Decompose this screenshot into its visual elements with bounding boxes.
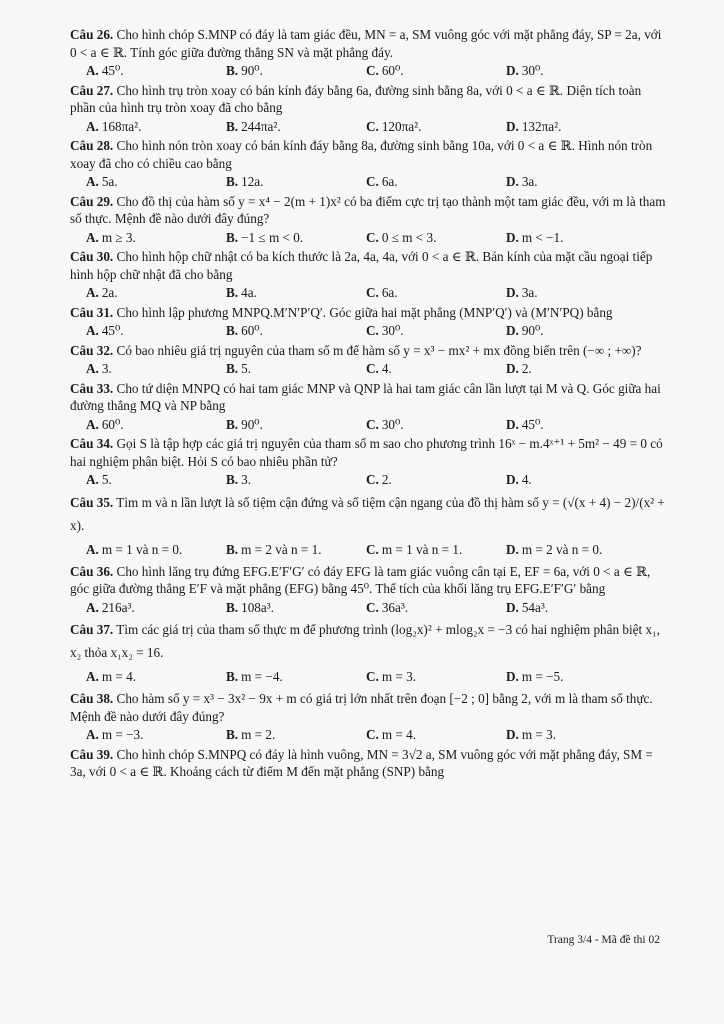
answer-option [226, 599, 366, 617]
option-value: 54a³. [521, 599, 549, 615]
question-item [70, 380, 666, 434]
question-text: Cho hình trụ tròn xoay có bán kính đáy bằng 6a, đường sinh bằng 8a, với 0 < a ∈ ℝ. Diện tích toàn phần của hình trụ tròn xoay đã cho bằng [70, 82, 642, 115]
option-value: m = 2 và n = 1. [241, 541, 322, 557]
option-value: 12a. [241, 174, 264, 189]
answer-option [226, 416, 366, 434]
option-label: C. [366, 285, 379, 300]
question-text: Tìm m và n lần lượt là số tiệm cận đứng và số tiệm cận ngang của đồ thị hàm số y = (√(x + 4) − 2)/(x² + x). [70, 494, 665, 533]
option-value: 108a³. [241, 599, 274, 615]
option-label: D. [506, 174, 519, 189]
answer-options [70, 726, 666, 744]
question-stem [70, 746, 666, 781]
question-number: Câu 38. [70, 691, 114, 706]
question-stem [70, 380, 666, 415]
question-text: Cho hình lăng trụ đứng EFG.E′F′G′ có đáy EFG là tam giác vuông cân tại E, EF = 6a, với 0 < a ∈ ℝ, góc giữa đường thẳng E′F và mặt phẳng (EFG) bằng 45⁰. Thể tích của khối lăng trụ EFG.E′F′G′ bằng [70, 563, 651, 596]
option-label: B. [226, 174, 239, 189]
option-value: 132πa². [521, 118, 562, 134]
option-label: B. [226, 323, 239, 338]
answer-options [70, 599, 666, 617]
answer-options [70, 360, 666, 378]
option-label: D. [506, 118, 519, 134]
option-label: B. [226, 416, 239, 432]
question-text: Cho hình lập phương MNPQ.M′N′P′Q′. Góc giữa hai mặt phẳng (MNP′Q′) và (M′N′PQ) bằng [116, 304, 613, 320]
question-text: Cho hàm số y = x³ − 3x² − 9x + m có giá trị lớn nhất trên đoạn [−2 ; 0] bằng 2, với m là tham số thực. Mệnh đề nào dưới đây đúng? [70, 691, 653, 724]
question-item [70, 435, 666, 489]
answer-option [506, 229, 563, 247]
answer-option [506, 538, 602, 561]
option-value: 6a. [381, 174, 398, 189]
question-stem [70, 26, 666, 61]
option-label: A. [86, 416, 99, 432]
answer-option [366, 665, 506, 688]
option-label: A. [86, 174, 99, 189]
question-text: Cho hình chóp S.MNPQ có đáy là hình vuông, MN = 3√2 a, SM vuông góc với mặt phẳng đáy, SM = 3a, với 0 < a ∈ ℝ. Khoảng cách từ điểm M đến mặt phẳng (SNP) bằng [70, 746, 653, 779]
option-label: B. [226, 599, 239, 615]
answer-option [366, 599, 506, 617]
question-item [70, 618, 666, 688]
answer-options [70, 471, 666, 489]
option-label: A. [86, 229, 99, 245]
answer-option [366, 416, 506, 434]
option-label: A. [86, 541, 99, 557]
question-stem [70, 342, 666, 360]
question-item [70, 193, 666, 247]
option-value: m = 3. [521, 727, 557, 742]
option-label: D. [506, 323, 519, 338]
option-label: D. [506, 361, 519, 376]
option-value: 45⁰. [101, 63, 124, 78]
option-value: 3a. [521, 174, 538, 189]
option-label: C. [366, 669, 379, 684]
answer-option [226, 62, 366, 80]
option-label: B. [226, 118, 239, 134]
option-label: C. [366, 323, 379, 338]
answer-option [86, 665, 226, 688]
answer-option [506, 360, 532, 378]
answer-option [506, 665, 563, 688]
question-text: Cho hình nón tròn xoay có bán kính đáy bằng 8a, đường sinh bằng 10a, với 0 < a ∈ ℝ. Hình nón tròn xoay đã cho có chiều cao bằng [70, 138, 653, 171]
answer-option [366, 173, 506, 191]
answer-option [506, 416, 544, 434]
option-value: m < −1. [521, 229, 564, 245]
option-label: D. [506, 669, 519, 684]
answer-option [366, 322, 506, 340]
question-item [70, 82, 666, 136]
question-number: Câu 33. [70, 380, 114, 396]
option-value: 2. [381, 472, 392, 487]
option-value: 6a. [381, 285, 398, 300]
option-value: m = 2. [241, 727, 276, 742]
option-value: 60⁰. [241, 323, 263, 338]
answer-option [366, 360, 506, 378]
option-label: C. [366, 229, 379, 245]
option-label: D. [506, 63, 519, 78]
option-value: 3. [241, 472, 251, 487]
option-value: m = −4. [241, 669, 283, 684]
question-item [70, 690, 666, 744]
option-value: m = −3. [101, 727, 144, 742]
option-label: C. [366, 63, 379, 78]
question-number: Câu 27. [70, 82, 114, 98]
option-value: 3a. [521, 285, 538, 300]
option-value: m = −5. [521, 669, 564, 684]
option-value: 90⁰. [241, 63, 263, 78]
answer-option [226, 284, 366, 302]
option-label: C. [366, 361, 379, 376]
option-label: D. [506, 727, 519, 742]
answer-option [86, 62, 226, 80]
answer-options [70, 62, 666, 80]
question-number: Câu 35. [70, 494, 114, 510]
question-text: Có bao nhiêu giá trị nguyên của tham số m để hàm số y = x³ − mx² + mx đồng biến trên (−∞ ; +∞)? [116, 342, 642, 358]
question-number: Câu 32. [70, 342, 114, 358]
answer-option [86, 726, 226, 744]
answer-option [86, 118, 226, 136]
answer-option [366, 284, 506, 302]
question-item [70, 248, 666, 302]
answer-option [86, 284, 226, 302]
option-value: 4a. [241, 285, 257, 300]
option-value: 60⁰. [101, 416, 124, 432]
answer-options [70, 416, 666, 434]
answer-options [70, 322, 666, 340]
option-value: 4. [381, 361, 392, 376]
answer-options [70, 665, 666, 688]
option-label: B. [226, 541, 239, 557]
answer-option [226, 726, 366, 744]
option-label: D. [506, 229, 519, 245]
answer-options [70, 118, 666, 136]
question-number: Câu 36. [70, 563, 114, 579]
answer-option [506, 599, 548, 617]
answer-options [70, 229, 666, 247]
option-value: m = 1 và n = 0. [101, 541, 183, 557]
question-item [70, 746, 666, 781]
answer-option [366, 538, 506, 561]
option-label: D. [506, 599, 519, 615]
option-value: 90⁰. [521, 323, 544, 338]
question-stem [70, 618, 666, 664]
option-value: 5a. [101, 174, 118, 189]
question-stem [70, 137, 666, 172]
option-value: m = 3. [381, 669, 417, 684]
question-stem [70, 690, 666, 725]
answer-options [70, 284, 666, 302]
option-label: B. [226, 472, 239, 487]
answer-option [506, 726, 556, 744]
option-value: 4. [521, 472, 532, 487]
question-text: Cho đồ thị của hàm số y = x⁴ − 2(m + 1)x² có ba điểm cực trị tạo thành một tam giác đều, với m là tham số thực. Mệnh đề nào dưới đây đúng? [70, 193, 666, 226]
option-label: C. [366, 727, 379, 742]
option-value: 3. [101, 361, 112, 376]
question-stem [70, 563, 666, 598]
answer-option [506, 118, 561, 136]
answer-option [86, 538, 226, 561]
answer-option [226, 538, 366, 561]
answer-option [506, 284, 538, 302]
option-value: 30⁰. [521, 63, 544, 78]
question-number: Câu 31. [70, 304, 114, 320]
option-label: A. [86, 323, 99, 338]
question-stem [70, 248, 666, 283]
option-value: 5. [101, 472, 112, 487]
answer-option [86, 173, 226, 191]
option-value: 90⁰. [241, 416, 263, 432]
option-value: m ≥ 3. [101, 229, 136, 245]
option-label: B. [226, 361, 239, 376]
question-stem [70, 193, 666, 228]
question-text: Cho hình chóp S.MNP có đáy là tam giác đều, MN = a, SM vuông góc với mặt phẳng đáy, SP = 2a, với 0 < a ∈ ℝ. Tính góc giữa đường thẳng SN và mặt phẳng đáy. [70, 27, 662, 60]
question-text: Tìm các giá trị của tham số thực m để phương trình (log₂x)² + mlog₂x = −3 có hai nghiệm phân biệt x₁, x₂ thỏa x₁x₂ = 16. [70, 622, 660, 660]
question-item [70, 26, 666, 80]
question-item [70, 304, 666, 340]
option-value: m = 4. [101, 669, 137, 684]
option-label: C. [366, 118, 379, 134]
option-label: A. [86, 63, 99, 78]
answer-option [366, 726, 506, 744]
question-number: Câu 28. [70, 138, 114, 153]
option-value: m = 1 và n = 1. [381, 541, 463, 557]
answer-options [70, 173, 666, 191]
option-value: 0 ≤ m < 3. [381, 229, 437, 245]
answer-option [366, 229, 506, 247]
question-number: Câu 26. [70, 27, 114, 42]
answer-option [86, 360, 226, 378]
option-value: 216a³. [101, 599, 135, 615]
option-value: 244πa². [241, 118, 281, 134]
option-value: −1 ≤ m < 0. [241, 229, 304, 245]
option-label: C. [366, 416, 379, 432]
option-value: 60⁰. [381, 63, 404, 78]
question-item [70, 491, 666, 561]
option-label: A. [86, 118, 99, 134]
answer-option [366, 471, 506, 489]
option-label: A. [86, 727, 99, 742]
answer-option [226, 360, 366, 378]
option-label: B. [226, 229, 239, 245]
option-value: 36a³. [381, 599, 409, 615]
question-number: Câu 39. [70, 746, 114, 762]
option-label: B. [226, 727, 239, 742]
option-value: 45⁰. [521, 416, 544, 432]
question-item [70, 137, 666, 191]
option-value: 45⁰. [101, 323, 124, 338]
question-number: Câu 37. [70, 622, 114, 637]
option-label: C. [366, 599, 379, 615]
option-label: C. [366, 174, 379, 189]
question-stem [70, 435, 666, 470]
question-text: Gọi S là tập hợp các giá trị nguyên của tham số m sao cho phương trình 16ˣ − m.4ˣ⁺¹ + 5m² − 49 = 0 có hai nghiệm phân biệt. Hỏi S có bao nhiêu phần tử? [70, 436, 663, 469]
option-label: C. [366, 541, 379, 557]
page-footer: Trang 3/4 - Mã đề thi 02 [547, 934, 660, 946]
option-value: 30⁰. [381, 323, 404, 338]
option-label: B. [226, 285, 239, 300]
answer-option [86, 599, 226, 617]
option-value: 120πa². [381, 118, 422, 134]
question-stem [70, 491, 666, 537]
answer-option [506, 322, 544, 340]
option-label: A. [86, 285, 99, 300]
question-stem [70, 82, 666, 117]
answer-option [86, 322, 226, 340]
option-label: A. [86, 361, 99, 376]
option-label: D. [506, 416, 519, 432]
question-item [70, 342, 666, 378]
option-value: 168πa². [101, 118, 142, 134]
option-label: A. [86, 472, 99, 487]
option-value: m = 2 và n = 0. [521, 541, 603, 557]
answer-option [366, 118, 506, 136]
option-value: 5. [241, 361, 251, 376]
option-value: 2. [521, 361, 532, 376]
question-number: Câu 34. [70, 436, 114, 451]
question-stem [70, 304, 666, 322]
option-value: 2a. [101, 285, 118, 300]
answer-option [226, 229, 366, 247]
answer-option [86, 471, 226, 489]
answer-option [226, 118, 366, 136]
exam-page [70, 26, 666, 783]
option-label: A. [86, 669, 99, 684]
answer-options [70, 538, 666, 561]
answer-option [226, 322, 366, 340]
answer-option [226, 471, 366, 489]
answer-option [506, 471, 532, 489]
option-label: D. [506, 541, 519, 557]
option-label: B. [226, 63, 239, 78]
question-number: Câu 30. [70, 249, 114, 264]
answer-option [86, 229, 226, 247]
answer-option [226, 173, 366, 191]
answer-option [506, 173, 538, 191]
option-value: m = 4. [381, 727, 417, 742]
option-label: C. [366, 472, 379, 487]
answer-option [86, 416, 226, 434]
question-number: Câu 29. [70, 193, 114, 209]
option-label: D. [506, 472, 519, 487]
answer-option [366, 62, 506, 80]
answer-option [226, 665, 366, 688]
question-text: Cho tứ diện MNPQ có hai tam giác MNP và QNP là hai tam giác cân lần lượt tại M và Q. Góc giữa hai đường thẳng MQ và NP bằng [70, 380, 661, 413]
option-value: 30⁰. [381, 416, 404, 432]
option-label: A. [86, 599, 99, 615]
question-text: Cho hình hộp chữ nhật có ba kích thước là 2a, 4a, 4a, với 0 < a ∈ ℝ. Bán kính của mặt cầu ngoại tiếp hình hộp chữ nhật đã cho bằng [70, 249, 653, 282]
option-label: B. [226, 669, 239, 684]
option-label: D. [506, 285, 519, 300]
answer-option [506, 62, 544, 80]
question-item [70, 563, 666, 617]
